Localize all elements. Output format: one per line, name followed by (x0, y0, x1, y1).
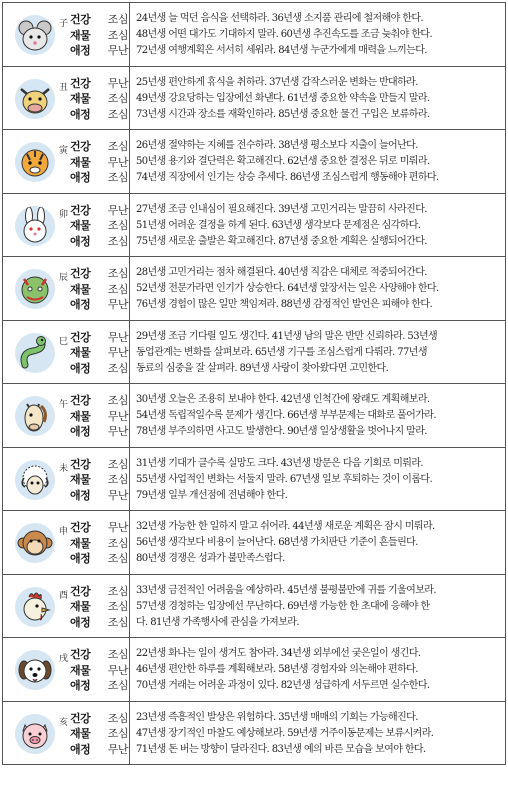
rating-category: 애정 (70, 44, 91, 57)
rating-category: 애정 (70, 425, 91, 438)
rating-category: 건강 (70, 13, 91, 26)
pig-icon (15, 714, 55, 754)
horse-icon (15, 396, 55, 436)
rooster-icon (15, 587, 55, 627)
rating-value: 무난 (107, 346, 128, 359)
rating-value: 무난 (107, 409, 128, 423)
rating-value: 무난 (107, 76, 128, 90)
rating-category: 재물 (70, 536, 91, 550)
rating-line (70, 409, 128, 425)
rating-value: 무난 (107, 203, 128, 217)
fortune-ratings (70, 266, 128, 313)
fortune-line: 80년생 경쟁은 성과가 불만족스럽다. (136, 553, 285, 564)
zodiac-row-snake (2, 321, 506, 385)
fortune-ratings (70, 584, 128, 631)
rating-line (70, 12, 128, 28)
rating-category: 건강 (70, 267, 91, 280)
rating-line (70, 345, 128, 361)
rating-value: 조심 (107, 13, 128, 26)
fortune-text-cell (130, 575, 506, 638)
rating-category: 애정 (70, 742, 91, 756)
zodiac-row-pig (2, 702, 506, 766)
zodiac-fortune-table (2, 2, 506, 765)
fortune-line: 50년생 용기와 결단력은 확고해진다. 62년생 중요한 결정은 뒤로 미뤄라. (136, 156, 430, 167)
zodiac-header-cell (2, 384, 130, 447)
rating-category: 애정 (70, 107, 91, 121)
fortune-line: 33년생 금전적인 어려움을 예상하라. 45년생 불평불만에 귀를 기울여보라. (136, 584, 436, 596)
fortune-ratings (70, 12, 128, 59)
zodiac-row-monkey (2, 511, 506, 575)
rating-line (70, 488, 128, 504)
rating-line (70, 536, 128, 552)
zodiac-row-dog (2, 638, 506, 702)
dog-icon (15, 650, 55, 690)
rating-line (70, 297, 128, 313)
fortune-line: 72년생 여행계획은 서서히 세워라. 84년생 누군가에게 매력을 느끼는다. (136, 45, 427, 56)
fortune-text-cell (130, 638, 506, 701)
rating-value: 무난 (107, 155, 128, 169)
zodiac-hanja: 酉 (59, 590, 69, 601)
rating-value: 무난 (107, 488, 128, 502)
fortune-text-cell (130, 448, 506, 511)
fortune-ratings (70, 647, 128, 694)
ox-icon (15, 79, 55, 119)
fortune-line: 24년생 늘 먹던 음식을 선택하라. 36년생 소지품 관리에 철저해야 한다. (136, 13, 423, 24)
zodiac-row-sheep (2, 448, 506, 512)
rating-category: 재물 (70, 600, 91, 613)
fortune-ratings (70, 393, 128, 440)
rating-line (70, 330, 128, 346)
rating-category: 애정 (70, 171, 91, 184)
zodiac-row-ox (2, 67, 506, 131)
fortune-line: 47년생 장기적인 마찰도 예상해보라. 59년생 거주이동문제는 보류시켜라. (136, 727, 434, 739)
fortune-text-cell (130, 384, 506, 447)
fortune-line: 70년생 거래는 어려운 과정이 있다. 82년생 성급하게 서두르면 실수한다. (136, 680, 430, 691)
zodiac-hanja: 子 (59, 19, 69, 29)
zodiac-row-rabbit (2, 194, 506, 258)
fortune-line: 48년생 어떤 대가도 기대하지 말라. 60년생 추진속도를 조금 늦춰야 한다. (136, 29, 433, 40)
fortune-text-cell (130, 702, 506, 765)
rating-line (70, 711, 128, 727)
rating-line (70, 91, 128, 107)
zodiac-hanja: 丑 (59, 82, 69, 93)
rating-value: 조심 (107, 473, 128, 486)
rating-line (70, 76, 128, 92)
rating-line (70, 361, 128, 377)
fortune-line: 22년생 화나는 일이 생겨도 참아라. 34년생 외부에선 궂은일이 생긴다. (136, 648, 421, 659)
fortune-text-cell (130, 130, 506, 193)
zodiac-hanja: 未 (59, 463, 69, 474)
fortune-line: 23년생 즉흥적인 발상은 위험하다. 35년생 매매의 기회는 가능해진다. (136, 711, 418, 723)
zodiac-header-cell (2, 67, 130, 130)
rating-line (70, 726, 128, 742)
rating-line (70, 266, 128, 282)
zodiac-row-dragon (2, 257, 506, 321)
rating-value: 무난 (107, 521, 128, 534)
rating-line (70, 234, 128, 250)
rating-line (70, 472, 128, 488)
fortune-line: 49년생 강요당하는 입장에선 화낸다. 61년생 중요한 약속을 만들지 말라. (136, 92, 430, 104)
rating-category: 건강 (70, 584, 91, 598)
fortune-text-cell (130, 3, 506, 66)
rating-category: 재물 (70, 28, 91, 42)
rating-line (70, 742, 128, 758)
zodiac-header-cell (2, 194, 130, 257)
zodiac-row-tiger (2, 130, 506, 194)
rating-value: 조심 (107, 107, 128, 121)
rating-value: 조심 (107, 679, 128, 692)
rating-line (70, 155, 128, 171)
rating-category: 재물 (70, 727, 91, 740)
rating-category: 애정 (70, 234, 91, 248)
rating-value: 조심 (107, 140, 128, 153)
fortune-text-cell (130, 321, 506, 384)
rating-category: 건강 (70, 76, 91, 90)
rating-value: 조심 (107, 394, 128, 407)
rating-line (70, 551, 128, 567)
rating-line (70, 424, 128, 440)
rating-category: 애정 (70, 552, 91, 565)
zodiac-row-rat (2, 3, 506, 67)
fortune-line: 57년생 경청하는 입장에선 무난하다. 69년생 가능한 한 초대에 응해야 한 (136, 600, 430, 612)
rating-category: 재물 (70, 219, 91, 232)
rating-line (70, 170, 128, 186)
dragon-icon (15, 269, 55, 309)
rating-line (70, 393, 128, 409)
fortune-line: 79년생 일부 개선점에 전념해야 한다. (136, 489, 288, 501)
rating-category: 애정 (70, 615, 91, 629)
zodiac-hanja: 戌 (59, 654, 69, 664)
rating-value: 조심 (107, 648, 128, 661)
rating-line (70, 28, 128, 44)
rating-value: 조심 (107, 600, 128, 613)
fortune-line: 32년생 가능한 한 일하지 말고 쉬어라. 44년생 새로운 계획은 잠시 미뤄라. (136, 521, 435, 532)
zodiac-hanja: 辰 (59, 273, 69, 283)
rating-line (70, 457, 128, 473)
fortune-ratings (70, 520, 128, 567)
zodiac-hanja: 寅 (59, 146, 69, 156)
rating-line (70, 599, 128, 615)
zodiac-header-cell (2, 702, 130, 765)
fortune-line: 76년생 경험이 많은 일만 책임져라. 88년생 감정적인 발언은 피해야 한다. (136, 299, 433, 310)
rating-category: 건강 (70, 330, 91, 344)
rating-value: 무난 (107, 330, 128, 344)
zodiac-hanja: 申 (59, 527, 69, 537)
fortune-line: 28년생 고민거리는 점차 해결된다. 40년생 직감은 대체로 적중되어간다. (136, 267, 427, 278)
rating-value: 조심 (107, 727, 128, 740)
rating-value: 무난 (107, 425, 128, 438)
zodiac-header-cell (2, 511, 130, 574)
rating-value: 무난 (107, 298, 128, 311)
rating-value: 조심 (107, 92, 128, 105)
zodiac-header-cell (2, 257, 130, 320)
fortune-text-cell (130, 67, 506, 130)
sheep-icon (15, 460, 55, 500)
rating-value: 조심 (107, 615, 128, 629)
zodiac-hanja: 亥 (59, 717, 69, 728)
rating-line (70, 663, 128, 679)
rating-line (70, 282, 128, 298)
rating-value: 조심 (107, 219, 128, 232)
rating-category: 재물 (70, 282, 91, 296)
fortune-line: 29년생 조금 기다릴 일도 생긴다. 41년생 남의 말은 반만 신뢰하라. 53년생 (136, 330, 438, 342)
zodiac-hanja: 卯 (59, 209, 69, 220)
rating-value: 조심 (107, 234, 128, 248)
rating-category: 건강 (70, 457, 91, 471)
rating-value: 조심 (107, 584, 128, 598)
fortune-line: 동업관계는 변화를 살펴보라. 65년생 기구를 조심스럽게 다뤄라. 77년생 (136, 346, 427, 358)
fortune-line: 30년생 오늘은 조용히 보내야 한다. 42년생 인척간에 왕래도 계획해보라. (136, 394, 430, 405)
rat-icon (15, 15, 55, 55)
fortune-line: 25년생 편안하게 휴식을 취하라. 37년생 갑작스러운 변화는 반대하라. (136, 76, 418, 88)
rating-value: 조심 (107, 28, 128, 42)
fortune-line: 78년생 부주의하면 사고도 발생한다. 90년생 일상생활을 벗어나지 말라. (136, 426, 427, 437)
tiger-icon (15, 142, 55, 182)
rating-value: 조심 (107, 282, 128, 296)
fortune-text-cell (130, 511, 506, 574)
fortune-ratings (70, 457, 128, 504)
rating-line (70, 615, 128, 631)
fortune-line: 55년생 사업적인 변화는 서둘지 말라. 67년생 일보 후퇴하는 것이 이롭다. (136, 473, 433, 485)
fortune-line: 56년생 생각보다 비용이 늘어난다. 68년생 가치판단 기준이 흔들린다. (136, 537, 418, 548)
fortune-line: 27년생 조금 인내심이 필요해진다. 39년생 고민거리는 말끔히 사라진다. (136, 203, 427, 215)
fortune-ratings (70, 139, 128, 186)
rating-line (70, 520, 128, 536)
fortune-ratings (70, 203, 128, 250)
rating-line (70, 218, 128, 234)
fortune-line: 73년생 시간과 장소를 재확인하라. 85년생 중요한 물건 구입은 보류하라. (136, 108, 430, 120)
rating-line (70, 647, 128, 663)
rating-category: 건강 (70, 140, 91, 153)
rating-line (70, 678, 128, 694)
zodiac-header-cell (2, 448, 130, 511)
rating-line (70, 584, 128, 600)
zodiac-row-rooster (2, 575, 506, 639)
rating-value: 무난 (107, 44, 128, 57)
rating-value: 조심 (107, 361, 128, 375)
rating-value: 무난 (107, 663, 128, 677)
fortune-line: 71년생 돈 버는 방향이 달라진다. 83년생 예의 바른 모습을 보여야 한다. (136, 743, 426, 755)
fortune-line: 52년생 전문가라면 인기가 상승한다. 64년생 앞장서는 일은 사양해야 한다. (136, 283, 439, 294)
zodiac-header-cell (2, 130, 130, 193)
fortune-text-cell (130, 194, 506, 257)
rating-value: 무난 (107, 742, 128, 756)
rating-value: 조심 (107, 536, 128, 550)
rating-category: 애정 (70, 361, 91, 375)
fortune-ratings (70, 711, 128, 758)
monkey-icon (15, 523, 55, 563)
fortune-line: 동료의 심중을 잘 살펴라. 89년생 사랑이 찾아왔다면 고민한다. (136, 362, 389, 374)
zodiac-hanja: 午 (59, 400, 69, 410)
rating-category: 애정 (70, 298, 91, 311)
fortune-line: 다. 81년생 가족행사에 관심을 가져보라. (136, 616, 299, 628)
rating-line (70, 203, 128, 219)
fortune-line: 51년생 어려운 결정을 하게 된다. 63년생 생각보다 문제점은 심각하다. (136, 219, 421, 231)
rating-category: 애정 (70, 488, 91, 502)
zodiac-hanja: 巳 (59, 336, 69, 347)
fortune-line: 46년생 편안한 하루를 계획해보라. 58년생 경험자와 의논해야 편하다. (136, 664, 418, 675)
zodiac-header-cell (2, 3, 130, 66)
rating-value: 조심 (107, 552, 128, 565)
rating-category: 건강 (70, 521, 91, 534)
fortune-line: 54년생 독립적일수록 문제가 생긴다. 66년생 부부문제는 대화로 풀어가라. (136, 410, 436, 421)
rating-value: 조심 (107, 171, 128, 184)
rating-line (70, 139, 128, 155)
rating-value: 조심 (107, 457, 128, 471)
rating-category: 재물 (70, 155, 91, 169)
zodiac-row-horse (2, 384, 506, 448)
fortune-line: 26년생 절약하는 지혜를 전수하라. 38년생 평소보다 지출이 늘어난다. (136, 140, 418, 151)
rating-category: 건강 (70, 711, 91, 725)
rating-category: 재물 (70, 346, 91, 359)
rabbit-icon (15, 206, 55, 246)
rating-category: 재물 (70, 409, 91, 423)
rating-value: 조심 (107, 267, 128, 280)
rating-line (70, 107, 128, 123)
rating-category: 재물 (70, 663, 91, 677)
rating-category: 건강 (70, 203, 91, 217)
rating-category: 건강 (70, 394, 91, 407)
zodiac-header-cell (2, 321, 130, 384)
rating-value: 조심 (107, 711, 128, 725)
rating-category: 건강 (70, 648, 91, 661)
fortune-ratings (70, 330, 128, 377)
fortune-line: 75년생 새로운 출발은 확고해진다. 87년생 중요한 계획은 실행되어간다. (136, 235, 427, 247)
fortune-line: 31년생 기대가 클수록 실망도 크다. 43년생 방문은 다음 기회로 미뤄라. (136, 457, 423, 469)
zodiac-header-cell (2, 575, 130, 638)
rating-line (70, 43, 128, 59)
rating-category: 재물 (70, 92, 91, 105)
fortune-text-cell (130, 257, 506, 320)
zodiac-header-cell (2, 638, 130, 701)
rating-category: 재물 (70, 473, 91, 486)
fortune-ratings (70, 76, 128, 123)
rating-category: 애정 (70, 679, 91, 692)
snake-icon (15, 333, 55, 373)
fortune-line: 74년생 직장에서 인기는 상승 추세다. 86년생 조심스럽게 행동해야 편하다. (136, 172, 439, 183)
